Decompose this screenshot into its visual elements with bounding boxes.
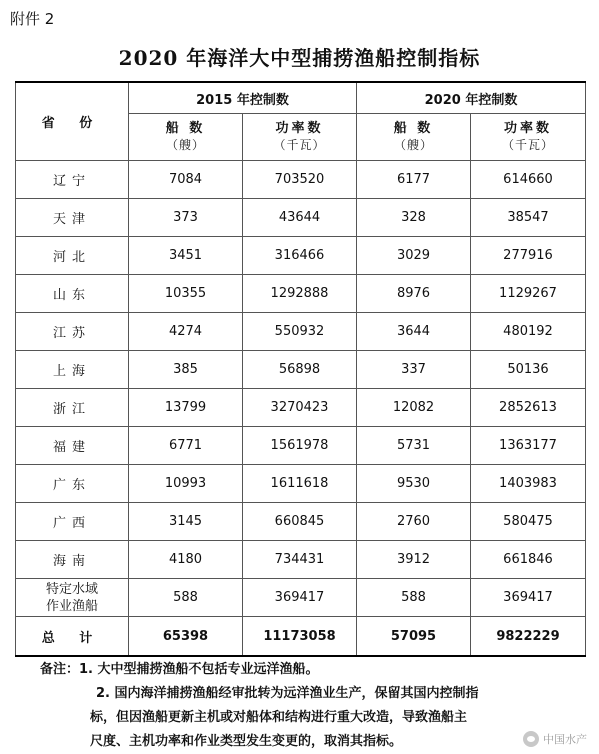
table-row: [16, 237, 586, 275]
province-cell: 江苏: [16, 313, 129, 351]
note-2-line-3: 尺度、主机功率和作业类型发生变更的，取消其指标。: [90, 734, 403, 749]
boats-2020-cell: 2760: [357, 503, 471, 541]
province-cell: 天津: [16, 199, 129, 237]
group-header-2020: 2020 年控制数: [357, 82, 586, 114]
power-2015-cell: 1561978: [243, 427, 357, 465]
table-row: [16, 351, 586, 389]
province-cell: 广西: [16, 503, 129, 541]
power-2015-cell: 660845: [243, 503, 357, 541]
power-2015-cell: 56898: [243, 351, 357, 389]
power-2015-cell: 734431: [243, 541, 357, 579]
boats-2015-cell: 13799: [129, 389, 243, 427]
boats-2015-cell: 10355: [129, 275, 243, 313]
province-cell: 浙江: [16, 389, 129, 427]
boats-2015-cell: 385: [129, 351, 243, 389]
province-header: 省 份: [16, 82, 129, 161]
note-1: 1. 大中型捕捞渔船不包括专业远洋渔船。: [79, 662, 319, 677]
province-cell: 辽宁: [16, 161, 129, 199]
power-2015-cell: 703520: [243, 161, 357, 199]
table-row: [16, 313, 586, 351]
notes-label: 备注：: [40, 662, 80, 677]
boats-2015-cell: 7084: [129, 161, 243, 199]
boats-2015-cell: 10993: [129, 465, 243, 503]
boats-2020-cell: 337: [357, 351, 471, 389]
power-2015-cell: 1611618: [243, 465, 357, 503]
note-2-line-1: 2. 国内海洋捕捞渔船经审批转为远洋渔业生产，保留其国内控制指: [96, 686, 479, 701]
wechat-logo-icon: [523, 731, 539, 747]
boats-2015-cell: 6771: [129, 427, 243, 465]
power-2020-cell: 614660: [471, 161, 586, 199]
boats-2020-cell: 12082: [357, 389, 471, 427]
table-row: [16, 389, 586, 427]
boats-2020-cell: 3912: [357, 541, 471, 579]
power-2015-cell: 3270423: [243, 389, 357, 427]
boats-2015-total: 65398: [129, 617, 243, 657]
power-2015-cell: 316466: [243, 237, 357, 275]
boats-2015-cell: 4180: [129, 541, 243, 579]
notes-section: [40, 658, 588, 754]
col-boats-2015: 船 数 （艘）: [129, 114, 243, 161]
boats-2020-cell: 328: [357, 199, 471, 237]
boats-2015-cell: 3451: [129, 237, 243, 275]
boats-2020-cell: 8976: [357, 275, 471, 313]
power-2020-cell: 369417: [471, 579, 586, 617]
boats-2020-total: 57095: [357, 617, 471, 657]
boats-2015-cell: 3145: [129, 503, 243, 541]
boats-2020-cell: 6177: [357, 161, 471, 199]
province-cell: 广东: [16, 465, 129, 503]
table-row: [16, 199, 586, 237]
special-waters-label-line2: 作业渔船: [45, 598, 98, 614]
col-boats-2020: 船 数 （艘）: [357, 114, 471, 161]
watermark: [523, 731, 587, 747]
power-2020-cell: 1129267: [471, 275, 586, 313]
col-power-2015: 功率数 （千瓦）: [243, 114, 357, 161]
table-row-special-waters: [16, 579, 586, 617]
province-cell: 山东: [16, 275, 129, 313]
table-row-total: [16, 617, 586, 657]
province-cell: 海南: [16, 541, 129, 579]
province-cell: 福建: [16, 427, 129, 465]
power-2015-cell: 369417: [243, 579, 357, 617]
boats-2020-cell: 3029: [357, 237, 471, 275]
power-2020-cell: 50136: [471, 351, 586, 389]
province-cell: 河北: [16, 237, 129, 275]
col-power-2020: 功率数 （千瓦）: [471, 114, 586, 161]
province-cell: 上海: [16, 351, 129, 389]
power-2020-cell: 1363177: [471, 427, 586, 465]
total-label: 总 计: [16, 617, 129, 657]
special-waters-label-line1: 特定水域: [45, 581, 98, 597]
table-row: [16, 465, 586, 503]
table-row: [16, 503, 586, 541]
power-2015-cell: 1292888: [243, 275, 357, 313]
power-2020-cell: 2852613: [471, 389, 586, 427]
boats-2020-cell: 9530: [357, 465, 471, 503]
power-2020-cell: 1403983: [471, 465, 586, 503]
power-2020-cell: 661846: [471, 541, 586, 579]
province-cell: [16, 579, 129, 617]
group-header-2015: 2015 年控制数: [129, 82, 357, 114]
power-2020-total: 9822229: [471, 617, 586, 657]
power-2020-cell: 38547: [471, 199, 586, 237]
document-title: 2020 年海洋大中型捕捞渔船控制指标: [118, 46, 481, 70]
boats-2020-cell: 5731: [357, 427, 471, 465]
boats-2020-cell: 3644: [357, 313, 471, 351]
boats-2015-cell: 373: [129, 199, 243, 237]
watermark-text: 中国水产: [543, 733, 587, 746]
table-row: [16, 161, 586, 199]
table-row: [16, 427, 586, 465]
boats-2015-cell: 588: [129, 579, 243, 617]
power-2015-total: 11173058: [243, 617, 357, 657]
power-2015-cell: 550932: [243, 313, 357, 351]
boats-2015-cell: 4274: [129, 313, 243, 351]
power-2020-cell: 277916: [471, 237, 586, 275]
control-indicator-table: [15, 81, 586, 657]
table-row: [16, 275, 586, 313]
power-2020-cell: 480192: [471, 313, 586, 351]
attachment-label: 附件 2: [10, 10, 55, 28]
table-row: [16, 541, 586, 579]
power-2015-cell: 43644: [243, 199, 357, 237]
boats-2020-cell: 588: [357, 579, 471, 617]
power-2020-cell: 580475: [471, 503, 586, 541]
note-2-line-2: 标，但因渔船更新主机或对船体和结构进行重大改造，导致渔船主: [90, 710, 468, 725]
